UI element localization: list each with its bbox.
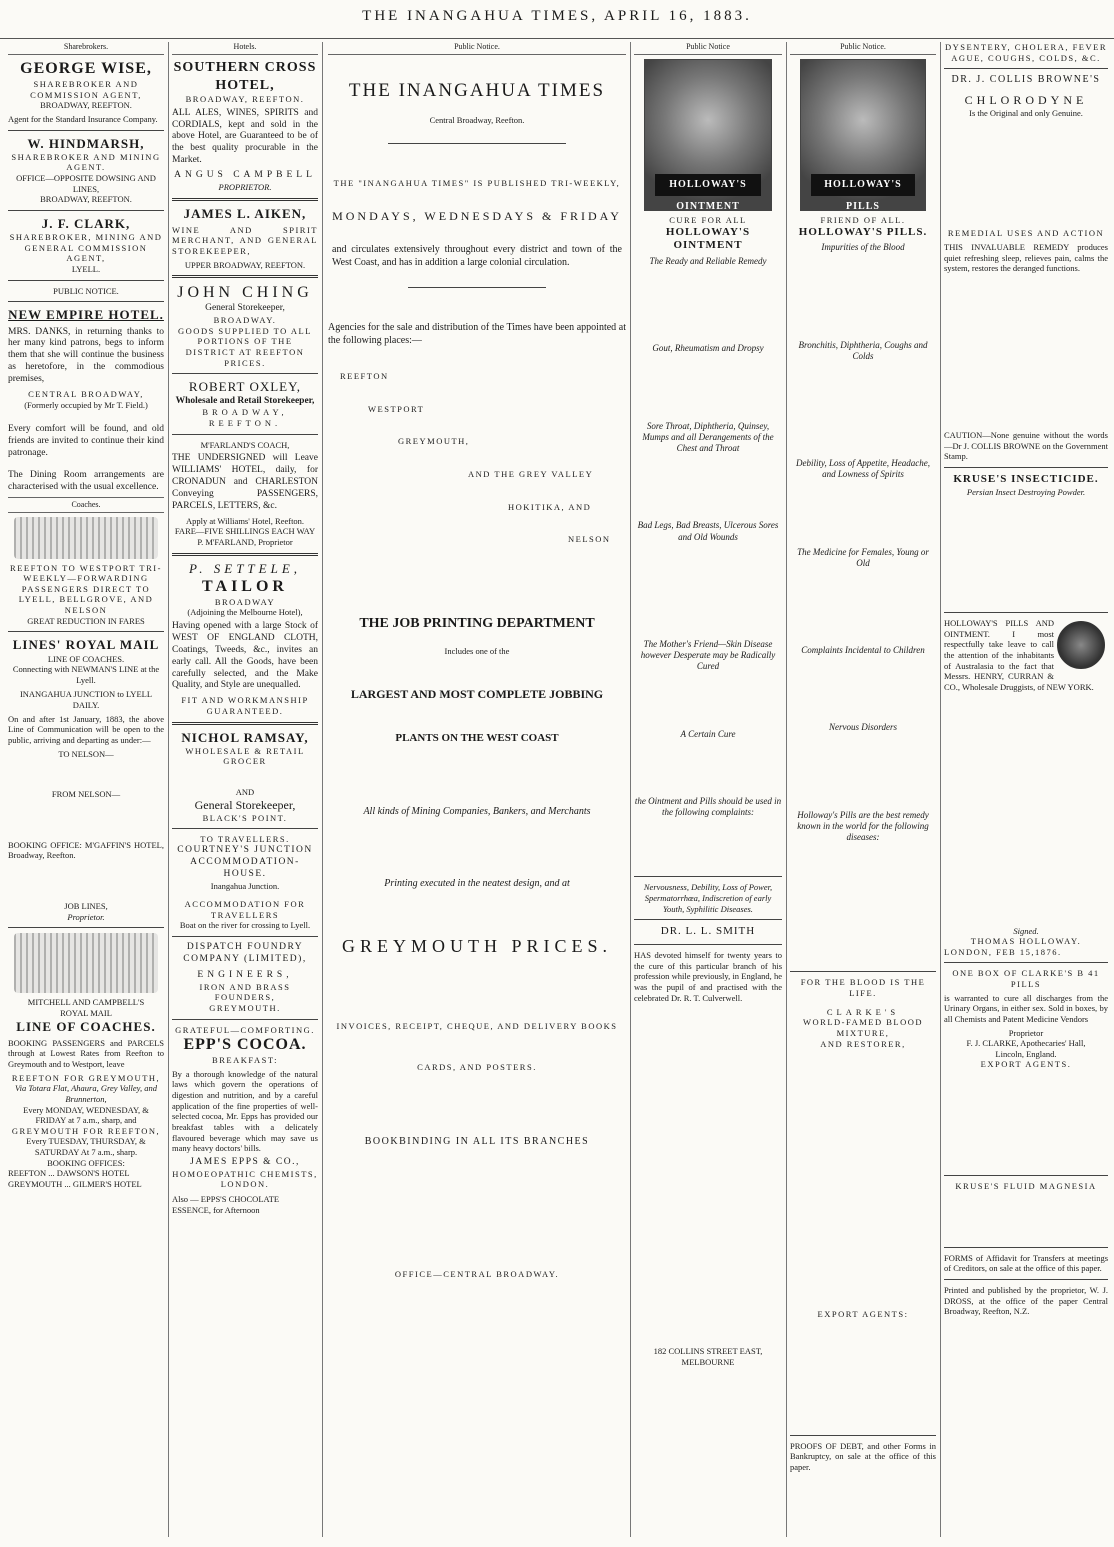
ad-subtitle: General Storekeeper, [194,797,296,812]
ad-title: DYSENTERY, CHOLERA, FEVER AGUE, COUGHS, COLDS, &C. [944,42,1108,63]
ad-text: Apply at Williams' Hotel, Reefton. [185,515,305,526]
ad-subtitle: Is the Original and only Genuine. [969,107,1083,118]
body-text-block [790,1049,936,1309]
ad-title: EPP'S COCOA. [183,1036,307,1054]
body-text-block [790,737,936,807]
notice-text: Printing executed in the neatest design, and at [384,878,570,890]
ad-title: W. HINDMARSH, [27,135,145,151]
divider [944,467,1108,468]
body-text-block [634,676,782,726]
ad-text: GOODS SUPPLIED TO ALL PORTIONS OF THE DISTRICT AT REEFTON PRICES. [178,325,312,368]
column-medicines [944,42,1108,1537]
body-text-block [790,484,936,544]
divider [172,936,318,937]
ad-subtitle: COURTNEY'S JUNCTION ACCOMMODATION-HOUSE. [177,844,313,879]
ad-address: LONDON. [220,1179,270,1190]
ad-address: BROADWAY, REEFTON. [40,194,132,205]
column-header: Public Notice [634,42,782,55]
ad-subtitle: Nervousness, Debility, Loss of Power, Spermatorrhœa, Indiscretion of early Youth, Syphilitic Diseases. [643,882,773,914]
ad-subtitle: General Storekeeper, [205,303,285,314]
notice-office: OFFICE—CENTRAL BROADWAY. [394,1268,560,1279]
ad-text: HAS devoted himself for twenty years to the cure of this particular branch of his profession while previously, in England, he was the pupil of and practised with the celebrated Dr. R. T. Culverwell. [634,950,782,1003]
ad-text: REEFTON ... DAWSON'S HOTEL [8,1168,130,1179]
ad-title: HOLLOWAY'S OINTMENT [665,225,751,252]
ad-address: UPPER BROADWAY, REEFTON. [184,259,306,270]
body-text-block [634,1006,782,1346]
body-text-block [634,358,782,418]
ad-text: AND [235,787,255,797]
column-rule [940,42,941,1537]
ad-title: CLARKE'S [826,1006,900,1017]
column-rule [168,42,169,1537]
ad-subtitle: ENGINEERS, [197,969,293,980]
ad-owner-role: Proprietor. [67,911,105,922]
diseases-list [790,846,936,966]
divider [172,722,318,725]
column-header: Public Notice. [328,42,626,55]
ad-subtitle: SHAREBROKER, MINING AND GENERAL COMMISSION AGENT, [9,232,163,264]
ointment-emblem [644,59,772,211]
column-holloway-pills [790,42,936,1537]
ad-address: BLACK'S POINT. [202,812,288,823]
divider [172,553,318,556]
divider [944,68,1108,69]
section-heading: REMEDIAL USES AND ACTION [947,228,1105,239]
section-heading: A Certain Cure [680,728,736,739]
ad-address: LYELL. [71,264,101,274]
ad-title: GEORGE WISE, [20,60,152,77]
ad-title: SOUTHERN CROSS HOTEL, [173,60,317,93]
ad-subtitle: GRATEFUL—COMFORTING. [175,1024,315,1035]
ad-title: DR. L. L. SMITH [660,925,756,938]
column-header: Sharebrokers. [8,42,164,55]
divider [172,1019,318,1020]
section-heading: The Medicine for Females, Young or Old [797,546,929,568]
divider [944,612,1108,613]
holloway-seal [1057,621,1105,669]
ad-subtitle: ROYAL MAIL [60,1007,112,1018]
ad-title: NICHOL RAMSAY, [181,729,309,745]
ad-address: BROADWAY, REEFTON. [185,94,305,104]
signature-date: LONDON, FEB 15,1876. [944,946,1062,957]
ad-text: Having opened with a large Stock of WEST OF ENGLAND CLOTH, Coatings, Tweeds, &c., invites an early call. All the Goods, have been carefully selected, and the Make Quality, and Style are unequalled. [172,621,318,691]
body-text-block [790,572,936,642]
column-rule [786,42,787,1537]
ad-text: TO NELSON— [58,748,114,759]
ad-text: FIT AND WORKMANSHIP GUARANTEED. [181,695,309,716]
divider [408,287,546,288]
section-heading: The Mother's Friend—Skin Disease however Desperate may be Radically Cured [640,638,776,672]
divider [172,434,318,435]
ad-subtitle: BREAKFAST: [212,1055,278,1066]
ad-title: DISPATCH FOUNDRY COMPANY (LIMITED), [183,942,307,964]
section-heading: The Ready and Reliable Remedy [649,256,767,267]
ad-subtitle: IRON AND BRASS FOUNDERS, [199,981,291,1003]
column-header: Hotels. [172,42,318,55]
ad-owner: ANGUS CAMPBELL [174,170,316,180]
divider [944,962,1108,963]
job-heading: LARGEST AND MOST COMPLETE JOBBING [350,686,604,701]
ad-text: FARE—FIVE SHILLINGS EACH WAY [174,526,316,537]
ad-text: Also — EPPS'S CHOCOLATE ESSENCE, for Afternoon [172,1193,280,1215]
body-text-block [944,1192,1108,1242]
ad-owner-role: HOMOEOPATHIC CHEMISTS, [172,1168,318,1179]
agents-list [944,1070,1108,1170]
divider [790,1435,936,1436]
agency-place: WESTPORT [368,403,425,414]
ad-subtitle: WHOLESALE & RETAIL GROCER [185,745,305,767]
ad-text: Agent for the Standard Insurance Company. [8,113,158,124]
notice-title: THE INANGAHUA TIMES [348,80,606,101]
ad-subtitle: GREYMOUTH FOR REEFTON, [11,1125,161,1136]
imprint: Printed and published by the proprietor, W. J. DROSS, at the office of the paper Central Broadway, Reefton, N.Z. [944,1284,1108,1317]
job-heading: THE JOB PRINTING DEPARTMENT [359,615,595,631]
agency-place: AND THE GREY VALLEY [468,468,594,479]
signature-label: Signed. [1013,925,1039,936]
ad-address: Lincoln, England. [995,1048,1057,1059]
notice-text: Includes one of the [444,646,510,657]
ad-title: M'FARLAND'S COACH, [200,439,290,450]
notice-text: and circulates extensively throughout every district and town of the West Coast, and has in addition a large colonial circulation. [332,244,622,268]
notice-text: BOOKBINDING IN ALL ITS BRANCHES [364,1136,590,1148]
ad-title: NEW EMPIRE HOTEL. [8,307,164,323]
ad-owner: JAMES EPPS & CO., [190,1156,300,1167]
ad-text: Every TUESDAY, THURSDAY, & SATURDAY At 7 a.m., sharp. [26,1136,146,1157]
section-heading: Debility, Loss of Appetite, Headache, and Lowness of Spirits [795,458,931,480]
column-header: Public Notice. [790,42,936,55]
ad-subtitle: GREAT REDUCTION IN FARES [27,615,145,626]
ad-text: CAUTION—None genuine without the words—Dr J. COLLIS BROWNE on the Government Stamp. [944,429,1108,462]
ad-subtitle: SHAREBROKER AND MINING AGENT. [11,151,161,173]
ad-title: DR. J. COLLIS BROWNE'S [951,74,1101,86]
ad-subtitle: AND RESTORER, [820,1038,906,1049]
ad-title: HOLLOWAY'S PILLS. [798,225,928,238]
ad-title: J. F. CLARK, [41,215,131,231]
column-rule [630,42,631,1537]
body-text-block [790,365,936,455]
ad-address: BROADWAY, REEFTON. [202,407,288,428]
ad-text: Connecting with NEWMAN'S LINE at the Lyell. [12,664,160,685]
ad-text: MRS. DANKS, in returning thanks to her many kind patrons, begs to inform them that she will continue the business as heretofore, in the commodious premises, [8,326,164,384]
column-hotels [172,42,318,1537]
column-rule [322,42,323,1537]
ad-text: WINE AND SPIRIT MERCHANT, AND GENERAL STOREKEEPER, [172,224,318,256]
divider [8,927,164,928]
divider [8,301,164,302]
notice-text: INVOICES, RECEIPT, CHEQUE, AND DELIVERY BOOKS [336,1021,618,1032]
ad-address: BROADWAY. [213,315,277,326]
job-heading: PLANTS ON THE WEST COAST [395,731,559,744]
ad-title: ROBERT OXLEY, [188,379,302,395]
job-heading: GREYMOUTH PRICES. [341,935,613,956]
signature-name: THOMAS HOLLOWAY. [970,936,1082,947]
divider [8,280,164,281]
ad-subtitle: TAILOR [202,577,288,595]
ad-subtitle: FRIEND OF ALL. [820,215,906,225]
ad-text: On and after 1st January, 1883, the above Line of Communication will be open to the public, arriving and departing as under:— [8,713,164,745]
ad-title: ONE BOX OF CLARKE'S B 41 PILLS [952,968,1100,989]
ad-owner-role: Proprietor [1008,1027,1044,1038]
ad-text: Every MONDAY, WEDNESDAY, & FRIDAY at 7 a.m., sharp, and [23,1104,149,1126]
section-heading: Bad Legs, Bad Breasts, Ulcerous Sores and Old Wounds [637,520,779,542]
ad-title: MITCHELL AND CAMPBELL'S [27,997,145,1008]
ad-title: CHLORODYNE [964,92,1088,107]
ad-text: is warranted to cure all discharges from the Urinary Organs, in either sex. Sold in boxes, by all Chemists and Patent Medicine Vendors [944,992,1108,1024]
ad-subtitle: BOOKING OFFICES: [47,1157,125,1168]
agency-place: HOKITIKA, AND [508,501,592,512]
ad-address: GREYMOUTH. [209,1002,281,1013]
ad-title: LINES' ROYAL MAIL [12,637,160,653]
section-heading: EXPORT AGENTS: [817,1309,909,1320]
body-text-block [634,546,782,636]
ad-text: FORMS of Affidavit for Transfers at meetings of Creditors, on sale at the office of this paper. [944,1252,1108,1274]
ad-text: The Dining Room arrangements are characterised with the usual excellence. [8,469,164,492]
ad-title: JOHN CHING [177,284,313,302]
ad-text: Boat on the river for crossing to Lyell. [179,920,311,931]
divider [634,944,782,945]
ad-title: REEFTON TO WESTPORT TRI-WEEKLY—FORWARDING PASSENGERS DIRECT TO LYELL, BELLGROVE, AND NELSON [10,562,162,615]
section-heading: Impurities of the Blood [821,242,905,253]
ad-text: ALL ALES, WINES, SPIRITS and CORDIALS, kept and sold in the above Hotel, are Guaranteed to be of the best quality procurable in the Market. [172,107,318,166]
divider [634,919,782,920]
agents-list [790,1320,936,1430]
ad-text: (Adjoining the Melbourne Hotel), [187,607,303,618]
ad-text: GREYMOUTH ... GILMER'S HOTEL [8,1178,142,1189]
ad-text: By a thorough knowledge of the natural laws which govern the operations of digestion and nutrition, and by a careful application of the fine properties of well-selected cocoa, Mr. Epps has provided our breakfast tables with a delicately flavoured beverage which may save us many heavy doctors' bills. [172,1068,318,1154]
column-sharebrokers [8,42,164,1537]
ad-subtitle: LINE OF COACHES. [47,653,125,664]
ad-text: OFFICE—OPPOSITE DOWSING AND LINES, [16,173,156,194]
notice-text: All kinds of Mining Companies, Bankers, and Merchants [363,805,591,817]
ad-text: Via Totara Flat, Ahaura, Grey Valley, and Brunnerton, [15,1083,157,1104]
notice-text: THE "INANGAHUA TIMES" IS PUBLISHED TRI-WEEKLY, [333,178,621,189]
emblem-band: HOLLOWAY'S PILLS [811,174,915,196]
ad-title: P. SETTELE, [188,560,302,576]
ad-address: BROADWAY [214,596,276,607]
section-heading: Sore Throat, Diphtheria, Quinsey, Mumps and all Derangements of the Chest and Throat [642,420,774,454]
ad-owner: JOB LINES, [64,901,108,911]
body-text-block [634,270,782,340]
ad-owner-role: PROPRIETOR. [218,181,272,192]
ad-text: Every comfort will be found, and old friends are invited to continue their kind patronage. [8,424,164,458]
section-heading: Nervous Disorders [829,722,897,733]
ad-text: PROOFS OF DEBT, and other Forms in Bankruptcy, on sale at the office of this paper. [790,1440,936,1472]
ad-owner: P. M'FARLAND, Proprietor [197,536,293,547]
agency-place: REEFTON [340,371,389,381]
ad-text: FROM NELSON— [51,789,121,800]
column-holloway-ointment [634,42,782,1537]
body-text-block [944,497,1108,607]
body-text-block [634,743,782,793]
section-heading: Complaints Incidental to Children [801,645,925,656]
section-heading: Holloway's Pills are the best remedy known in the world for the following diseases: [797,809,929,843]
agency-place: GREYMOUTH, [398,436,470,447]
ad-subtitle: INANGAHUA JUNCTION to LYELL DAILY. [19,689,153,710]
ad-owner: F. J. CLARKE, Apothecaries' Hall, [966,1038,1086,1049]
notice-days: MONDAYS, WEDNESDAYS & FRIDAY [332,209,622,223]
masthead: THE INANGAHUA TIMES, APRIL 16, 1883. [0,8,1114,39]
divider [172,828,318,829]
ad-address: BROADWAY, REEFTON. [40,100,132,111]
body-text-block [944,277,1108,427]
ad-subtitle: SHAREBROKER AND COMMISSION AGENT, [30,79,142,100]
ad-subtitle: WORLD-FAMED BLOOD MIXTURE, [802,1017,924,1038]
notice-text: CARDS, AND POSTERS. [417,1061,537,1072]
section-heading: EXPORT AGENTS. [980,1059,1072,1070]
body-text-block [944,118,1108,228]
ad-title: KRUSE'S FLUID MAGNESIA [955,1181,1097,1191]
ad-text: Inangahua Junction. [210,880,280,891]
section-heading: Bronchitis, Diphtheria, Coughs and Colds [798,339,928,361]
column-public-notice [328,42,626,1537]
ad-text: BOOKING OFFICE: M'GAFFIN'S HOTEL, Broadway, Reefton. [8,839,164,861]
coach-illustration [14,933,158,993]
body-text-block [944,696,1108,926]
pills-emblem [800,59,926,211]
ad-text: THIS INVALUABLE REMEDY produces quiet refreshing sleep, relieves pain, calms the system, restores the deranged functions. [944,242,1108,274]
divider [634,876,782,877]
section-heading: PUBLIC NOTICE. [53,285,119,296]
complaints-list [634,821,782,871]
divider [388,143,566,144]
ad-title: JAMES L. AIKEN, [183,205,307,221]
divider [944,1247,1108,1248]
ad-title: TO TRAVELLERS. [200,834,290,845]
section-heading: Gout, Rheumatism and Dropsy [652,343,764,354]
divider [8,210,164,211]
divider [790,971,936,972]
ad-text: HOLLOWAY'S PILLS AND OINTMENT. I most respectfully take leave to call the attention of the inhabitants of Australasia to the fact that Messrs. HENRY, CURRAN & CO., Wholesale Druggists, of NEW YORK. [944,618,1094,692]
divider [172,275,318,278]
notice-text: Agencies for the sale and distribution of the Times have been appointed at the following places:— [328,322,626,346]
ad-text: ACCOMMODATION FOR TRAVELLERS [184,899,306,920]
divider [944,1175,1108,1176]
ad-subtitle: REEFTON FOR GREYMOUTH, [11,1072,161,1083]
agency-place: NELSON [568,534,611,545]
body-text-block [790,659,936,719]
divider [944,1279,1108,1280]
ad-title: KRUSE'S INSECTICIDE. [953,472,1099,485]
ad-title: FOR THE BLOOD IS THE LIFE. [800,977,926,998]
body-text-block [790,257,936,337]
divider [8,631,164,632]
ad-text: BOOKING PASSENGERS and PARCELS through at Lowest Rates from Reefton to Greymouth and to Westport, leave [8,1037,164,1069]
notice-address: Central Broadway, Reefton. [429,114,525,125]
emblem-band: HOLLOWAY'S OINTMENT [655,174,761,196]
coach-illustration [14,517,158,559]
ad-address: CENTRAL BROADWAY, [28,388,144,399]
ad-address: 182 COLLINS STREET EAST, MELBOURNE [653,1346,763,1367]
ad-text: (Formerly occupied by Mr T. Field.) [24,399,148,410]
ad-subtitle: CURE FOR ALL [669,215,747,225]
ad-text: THE UNDERSIGNED will Leave WILLIAMS' HOTEL, daily, for CRONADUN and CHARLESTON Conveying PASSENGERS, PARCELS, LETTERS, &c. [172,453,318,511]
ad-subtitle: Persian Insect Destroying Powder. [966,486,1086,497]
divider [172,198,318,201]
ad-subtitle: Wholesale and Retail Storekeeper, [175,395,315,406]
ad-title: LINE OF COACHES. [16,1018,156,1034]
divider [8,130,164,131]
section-heading: Coaches. [8,497,164,513]
body-text-block [634,457,782,517]
divider [172,373,318,374]
section-heading: the Ointment and Pills should be used in the following complaints: [634,795,782,818]
